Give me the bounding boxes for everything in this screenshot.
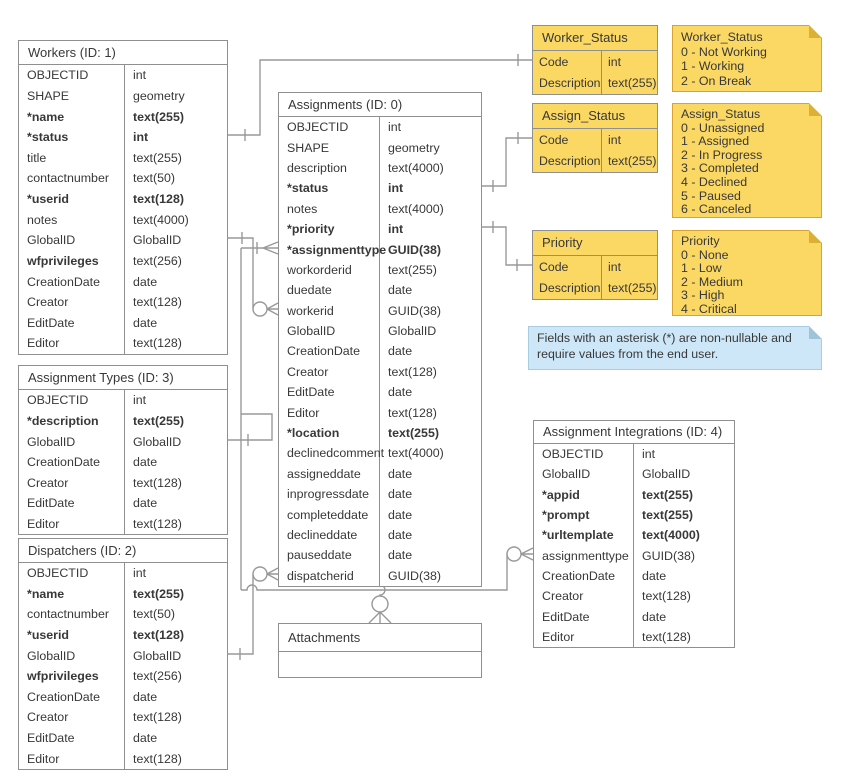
- table-priority[interactable]: [532, 230, 658, 300]
- field-type: date: [133, 455, 158, 470]
- note-line: 3 - High: [681, 288, 725, 303]
- table-row: [19, 271, 227, 292]
- field-type: text(128): [133, 710, 182, 725]
- field-type: GUID(38): [388, 568, 442, 583]
- table-row: [279, 117, 481, 137]
- table-body: [533, 129, 657, 172]
- field-type: date: [388, 528, 413, 542]
- field-name: workorderid: [279, 260, 380, 280]
- table-workers[interactable]: [18, 40, 228, 355]
- field-type: text(4000): [133, 212, 189, 227]
- table-row: [19, 452, 227, 473]
- table-row: [534, 545, 734, 565]
- rel-assignments-status-to-assign-status: [482, 132, 532, 192]
- field-type: date: [133, 731, 158, 746]
- field-name: *priority: [279, 219, 380, 239]
- table-row: [19, 168, 227, 189]
- field-name: Description: [533, 151, 602, 173]
- table-title: Attachments: [279, 624, 481, 652]
- field-type: int: [608, 132, 621, 147]
- field-type: text(128): [133, 192, 184, 207]
- field-type: GlobalID: [133, 648, 182, 663]
- field-name: *status: [279, 178, 380, 198]
- table-row: [19, 251, 227, 272]
- field-name: assigneddate: [279, 464, 380, 484]
- field-name: Description: [533, 278, 602, 300]
- table-row: [534, 606, 734, 626]
- table-title: Worker_Status: [533, 26, 657, 51]
- table-row: [279, 484, 481, 504]
- table-title: Workers (ID: 1): [19, 41, 227, 65]
- table-row: [533, 73, 657, 95]
- field-name: contactnumber: [19, 604, 125, 625]
- table-row: [533, 51, 657, 73]
- field-type: text(128): [133, 336, 182, 351]
- field-name: workerid: [279, 301, 380, 321]
- field-name: Description: [533, 73, 602, 95]
- table-row: [19, 431, 227, 452]
- field-name: GlobalID: [279, 321, 380, 341]
- table-row: [279, 137, 481, 157]
- field-type: GUID(38): [388, 242, 442, 257]
- table-row: [279, 652, 481, 677]
- table-row: [279, 525, 481, 545]
- field-name: Creator: [279, 362, 380, 382]
- field-name: notes: [279, 199, 380, 219]
- field-name: *description: [19, 411, 125, 432]
- zero-cardinality-icon: [253, 567, 267, 581]
- table-row: [279, 382, 481, 402]
- table-row: [19, 333, 227, 354]
- field-name: wfprivileges: [19, 666, 125, 687]
- table-row: [19, 411, 227, 432]
- zero-cardinality-icon: [372, 596, 388, 612]
- field-name: Creator: [534, 586, 634, 606]
- field-type: text(50): [133, 607, 176, 622]
- field-type: GUID(38): [642, 548, 696, 563]
- table-row: [19, 230, 227, 251]
- field-type: date: [642, 609, 667, 624]
- field-type: date: [388, 507, 413, 522]
- table-body: [534, 444, 734, 647]
- many-crowfoot-icon: [267, 568, 278, 580]
- table-row: [19, 292, 227, 313]
- field-name: *name: [19, 584, 125, 605]
- field-type: text(50): [133, 171, 176, 186]
- table-row: [534, 464, 734, 484]
- field-type: text(128): [133, 628, 184, 643]
- field-type: text(255): [388, 426, 439, 441]
- table-title: Assignment Integrations (ID: 4): [534, 421, 734, 444]
- note-line: 2 - Medium: [681, 274, 743, 289]
- note-worker-status-values[interactable]: [672, 25, 822, 92]
- table-row: [19, 748, 227, 769]
- note-priority-values[interactable]: [672, 230, 822, 316]
- table-row: [19, 625, 227, 646]
- table-row: [19, 584, 227, 605]
- table-row: [534, 525, 734, 545]
- table-worker-status[interactable]: [532, 25, 658, 95]
- field-type: date: [388, 548, 413, 563]
- zero-cardinality-icon: [507, 547, 521, 561]
- callout-text: Fields with an asterisk (*) are non-nullable and require values from the end user.: [537, 331, 792, 361]
- field-type: date: [133, 496, 158, 511]
- table-row: [533, 151, 657, 173]
- table-row: [534, 627, 734, 647]
- table-row: [279, 199, 481, 219]
- table-dispatchers[interactable]: [18, 538, 228, 770]
- field-name: [279, 652, 380, 677]
- field-name: *assignmenttype: [279, 239, 380, 259]
- note-assign-status-values[interactable]: [672, 103, 822, 218]
- field-type: text(4000): [388, 160, 444, 175]
- field-type: text(128): [133, 517, 182, 532]
- table-row: [19, 106, 227, 127]
- table-assignments[interactable]: [278, 92, 482, 587]
- table-title: Assign_Status: [533, 104, 657, 129]
- field-type: date: [388, 487, 413, 502]
- field-name: *status: [19, 127, 125, 148]
- table-row: [533, 256, 657, 278]
- note-line: 5 - Paused: [681, 188, 741, 203]
- field-name: EditDate: [534, 606, 634, 626]
- field-type: text(255): [133, 413, 184, 428]
- table-body: [19, 563, 227, 769]
- table-row: [19, 645, 227, 666]
- note-line: 0 - Unassigned: [681, 120, 765, 135]
- field-type: date: [388, 344, 413, 359]
- table-body: [279, 652, 481, 677]
- field-name: EditDate: [19, 313, 125, 334]
- field-type: int: [608, 54, 621, 69]
- table-attachments[interactable]: [278, 623, 482, 678]
- field-type: text(255): [608, 154, 657, 169]
- table-title: Assignment Types (ID: 3): [19, 366, 227, 390]
- field-type: text(255): [608, 76, 657, 91]
- field-name: *urltemplate: [534, 525, 634, 545]
- field-name: dispatcherid: [279, 566, 380, 586]
- field-name: GlobalID: [19, 645, 125, 666]
- field-name: CreationDate: [534, 566, 634, 586]
- many-crowfoot-icon: [521, 548, 533, 560]
- field-name: Editor: [19, 514, 125, 535]
- table-row: [19, 65, 227, 86]
- field-name: declinedcomment: [279, 443, 380, 463]
- field-name: duedate: [279, 280, 380, 300]
- field-type: text(128): [133, 751, 182, 766]
- field-type: text(128): [642, 589, 691, 604]
- field-type: GlobalID: [642, 467, 691, 482]
- table-row: [279, 362, 481, 382]
- table-row: [19, 514, 227, 535]
- table-row: [533, 129, 657, 151]
- field-type: int: [133, 393, 147, 408]
- note-line: 1 - Assigned: [681, 134, 750, 149]
- table-row: [279, 219, 481, 239]
- note-line: Priority: [681, 234, 720, 248]
- field-type: GlobalID: [133, 434, 182, 449]
- table-row: [534, 566, 734, 586]
- field-name: *appid: [534, 485, 634, 505]
- note-line: 0 - Not Working: [681, 44, 767, 59]
- field-name: CreationDate: [19, 452, 125, 473]
- table-row: [279, 443, 481, 463]
- field-name: GlobalID: [19, 230, 125, 251]
- table-row: [279, 566, 481, 586]
- table-row: [19, 209, 227, 230]
- field-name: Code: [533, 256, 602, 278]
- note-line: 1 - Low: [681, 261, 722, 276]
- table-row: [279, 158, 481, 178]
- field-type: date: [133, 274, 158, 289]
- table-row: [19, 148, 227, 169]
- field-type: int: [133, 566, 147, 581]
- field-type: text(255): [608, 281, 657, 296]
- field-name: inprogressdate: [279, 484, 380, 504]
- table-row: [279, 178, 481, 198]
- field-name: description: [279, 158, 380, 178]
- table-row: [19, 728, 227, 749]
- field-type: text(4000): [642, 528, 700, 543]
- field-name: OBJECTID: [534, 444, 634, 464]
- table-row: [279, 280, 481, 300]
- note-line: Worker_Status: [681, 30, 763, 44]
- rel-dispatchers-to-assignments-dispatcherid: [228, 567, 278, 660]
- field-name: wfprivileges: [19, 251, 125, 272]
- field-type: GlobalID: [388, 324, 437, 339]
- table-row: [279, 341, 481, 361]
- table-row: [19, 563, 227, 584]
- field-type: int: [608, 259, 621, 274]
- field-name: OBJECTID: [19, 390, 125, 411]
- field-type: text(255): [642, 487, 693, 502]
- field-name: declineddate: [279, 525, 380, 545]
- table-row: [279, 260, 481, 280]
- table-row: [279, 423, 481, 443]
- note-line: 2 - In Progress: [681, 147, 763, 162]
- field-type: GUID(38): [388, 303, 442, 318]
- table-row: [19, 127, 227, 148]
- field-type: text(255): [133, 150, 182, 165]
- table-row: [534, 444, 734, 464]
- field-type: int: [133, 68, 147, 83]
- field-type: text(128): [388, 405, 437, 420]
- field-type: int: [133, 130, 149, 145]
- field-name: Editor: [19, 333, 125, 354]
- field-type: geometry: [388, 140, 440, 155]
- note-line: 3 - Completed: [681, 161, 759, 176]
- table-row: [279, 402, 481, 422]
- note-line: 6 - Canceled: [681, 202, 752, 217]
- table-row: [19, 707, 227, 728]
- field-name: contactnumber: [19, 168, 125, 189]
- field-type: date: [642, 568, 667, 583]
- field-name: CreationDate: [19, 271, 125, 292]
- field-name: SHAPE: [19, 86, 125, 107]
- field-name: CreationDate: [19, 687, 125, 708]
- field-name: SHAPE: [279, 137, 380, 157]
- field-name: GlobalID: [19, 431, 125, 452]
- field-type: text(4000): [388, 201, 444, 216]
- field-name: CreationDate: [279, 341, 380, 361]
- table-row: [19, 473, 227, 494]
- field-type: int: [642, 447, 656, 462]
- table-row: [279, 545, 481, 565]
- zero-cardinality-icon: [253, 302, 267, 316]
- table-row: [19, 189, 227, 210]
- field-name: *prompt: [534, 505, 634, 525]
- table-title: Dispatchers (ID: 2): [19, 539, 227, 563]
- field-type: date: [388, 283, 413, 298]
- field-name: Creator: [19, 707, 125, 728]
- field-name: EditDate: [19, 728, 125, 749]
- field-name: notes: [19, 209, 125, 230]
- field-type: text(255): [133, 586, 184, 601]
- field-type: text(128): [388, 364, 437, 379]
- field-type: text(255): [642, 508, 693, 523]
- table-row: [534, 485, 734, 505]
- table-row: [534, 586, 734, 606]
- field-type: text(128): [133, 295, 182, 310]
- field-name: *userid: [19, 625, 125, 646]
- table-row: [534, 505, 734, 525]
- table-row: [19, 666, 227, 687]
- table-title: Priority: [533, 231, 657, 256]
- table-assign-status[interactable]: [532, 103, 658, 173]
- field-type: text(256): [133, 669, 182, 684]
- field-name: *userid: [19, 189, 125, 210]
- table-body: [19, 390, 227, 534]
- field-name: Creator: [19, 473, 125, 494]
- field-type: int: [388, 222, 404, 237]
- table-assignment-types[interactable]: [18, 365, 228, 535]
- field-type: text(255): [133, 109, 184, 124]
- field-type: text(128): [642, 629, 691, 644]
- table-row: [279, 239, 481, 259]
- field-name: Code: [533, 51, 602, 73]
- note-line: 4 - Critical: [681, 301, 737, 316]
- field-type: text(256): [133, 253, 182, 268]
- table-row: [19, 604, 227, 625]
- field-name: assignmenttype: [534, 545, 634, 565]
- note-line: 4 - Declined: [681, 174, 748, 189]
- field-type: int: [388, 120, 402, 135]
- table-assignment-integrations[interactable]: [533, 420, 735, 648]
- field-name: GlobalID: [534, 464, 634, 484]
- field-name: Code: [533, 129, 602, 151]
- field-type: GlobalID: [133, 233, 182, 248]
- field-name: EditDate: [19, 493, 125, 514]
- table-row: [19, 493, 227, 514]
- field-type: date: [388, 385, 413, 400]
- note-line: 0 - None: [681, 247, 729, 262]
- field-type: text(255): [388, 262, 437, 277]
- table-body: [533, 256, 657, 299]
- table-row: [19, 313, 227, 334]
- field-type: geometry: [133, 88, 185, 103]
- field-type: text(4000): [388, 446, 444, 461]
- field-name: OBJECTID: [19, 65, 125, 86]
- table-title: Assignments (ID: 0): [279, 93, 481, 117]
- table-row: [19, 86, 227, 107]
- field-name: EditDate: [279, 382, 380, 402]
- field-name: completeddate: [279, 504, 380, 524]
- field-name: OBJECTID: [19, 563, 125, 584]
- field-type: date: [133, 315, 158, 330]
- field-type: date: [388, 466, 413, 481]
- many-crowfoot-icon: [263, 242, 278, 254]
- table-row: [279, 464, 481, 484]
- field-name: Creator: [19, 292, 125, 313]
- table-row: [279, 321, 481, 341]
- table-row: [279, 504, 481, 524]
- field-name: Editor: [19, 748, 125, 769]
- rel-assignments-priority-to-priority: [482, 221, 532, 271]
- field-name: *name: [19, 106, 125, 127]
- field-name: OBJECTID: [279, 117, 380, 137]
- field-name: title: [19, 148, 125, 169]
- field-name: Editor: [279, 402, 380, 422]
- table-row: [279, 301, 481, 321]
- table-row: [533, 278, 657, 300]
- note-line: 1 - Working: [681, 59, 745, 73]
- table-row: [19, 687, 227, 708]
- note-asterisk-explanation[interactable]: [528, 326, 822, 370]
- field-name: Editor: [534, 627, 634, 647]
- many-crowfoot-icon: [267, 303, 278, 315]
- note-line: 2 - On Break: [681, 73, 752, 88]
- field-type: date: [133, 689, 158, 704]
- field-name: pauseddate: [279, 545, 380, 565]
- table-body: [279, 117, 481, 586]
- note-line: Assign_Status: [681, 107, 761, 121]
- field-type: text(128): [133, 475, 182, 490]
- table-body: [19, 65, 227, 354]
- table-body: [533, 51, 657, 94]
- many-crowfoot-icon: [369, 612, 391, 623]
- field-name: *location: [279, 423, 380, 443]
- field-type: int: [388, 181, 404, 196]
- table-row: [19, 390, 227, 411]
